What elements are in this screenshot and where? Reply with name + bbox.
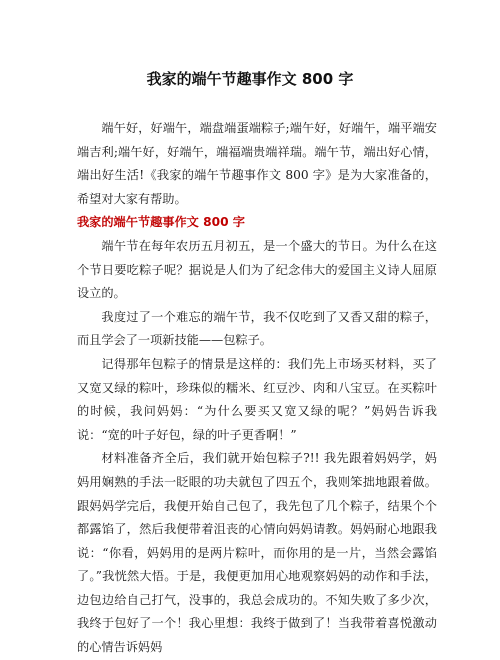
intro-paragraph: 端午好，好端午，端盘端蛋端粽子;端午好，好端午，端平端安端吉利;端午好，好端午，端福端贵端祥瑞。端午节，端出好心情，端出好生活!《我家的端午节趣事作文 800 字》是为大家准备的，希望对大家有帮助。 [77,121,437,206]
body-paragraph-3: 记得那年包粽子的情景是这样的：我们先上市场买材料，买了又宽又绿的粽叶，珍珠似的糯米、红豆沙、肉和八宝豆。在买粽叶的时候，我问妈妈：“为什么要买又宽又绿的呢？”妈妈告诉我说：“宽的叶子好包，绿的叶子更香啊！” [77,356,437,442]
body-paragraph-1: 端午节在每年农历五月初五，是一个盛大的节日。为什么在这个节日要吃粽子呢？据说是人们为了纪念伟大的爱国主义诗人屈原设立的。 [77,238,437,301]
article-body [77,117,437,660]
body-paragraph-2: 我度过了一个难忘的端午节，我不仅吃到了又香又甜的粽子，而且学会了一项新技能——包粽子。 [77,309,437,348]
body-paragraph-4: 材料准备齐全后，我们就开始包粽子?!! 我先跟着妈妈学，妈妈用娴熟的手法一眨眼的功夫就包了四五个，我则笨拙地跟着做。跟妈妈学完后，我便开始自己包了，我先包了几个粽子，结果个个都露馅了，然后我便带着沮丧的心情向妈妈请教。妈妈耐心地跟我说：“你看，妈妈用的是两片粽叶，而你用的是一片，当然会露馅了。”我恍然大悟。于是，我便更加用心地观察妈妈的动作和手法，边包边给自己打气，没事的，我总会成功的。不知失败了多少次，我终于包好了一个！我心里想：我终于做到了！当我带着喜悦激动的心情告诉妈妈 [77,451,437,655]
article-title: 我家的端午节趣事作文 800 字 [146,70,354,88]
article-subheading: 我家的端午节趣事作文 800 字 [77,215,245,230]
